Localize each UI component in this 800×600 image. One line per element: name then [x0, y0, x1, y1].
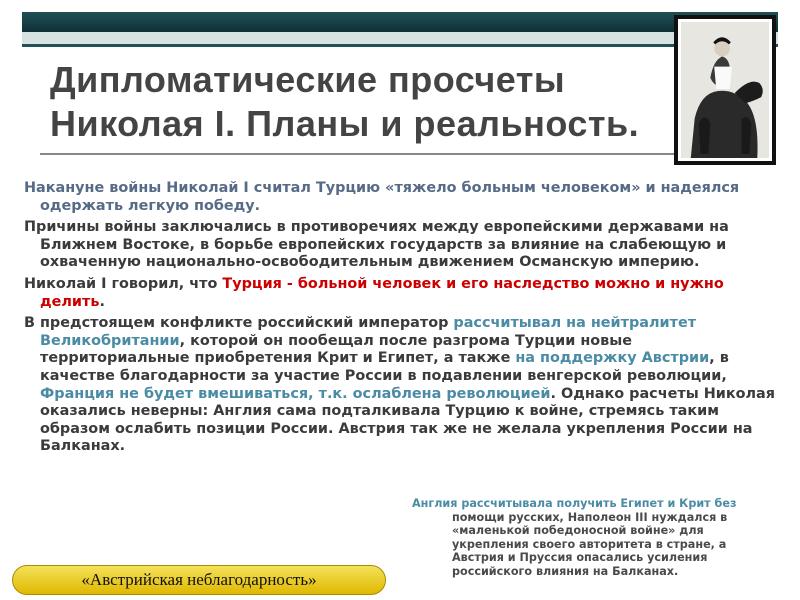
- header-bar-line: [22, 44, 778, 47]
- p4-highlight-france: Франция не будет вмешиваться, т.к. ослаблена революцией: [40, 385, 551, 402]
- header-bar: [22, 12, 778, 32]
- portrait-image: [681, 22, 769, 158]
- paragraph-2: Причины войны заключались в противоречиях между европейскими державами на Ближнем Востоке, в борьбе европейских государств за влияние на слабеющую и охваченную национально-освободительным движением Османскую империю.: [24, 219, 729, 271]
- p4-highlight-austria: на поддержку Австрии: [515, 350, 710, 367]
- note-body: помощи русских, Наполеон III нуждался в «маленькой победоносной войне» для укрепления своего авторитета в стране, а Австрия и Пруссия опасались усиления российского влияния на Балканах.: [452, 510, 728, 578]
- austrian-ingratitude-button[interactable]: «Австрийская неблагодарность»: [12, 565, 386, 595]
- title-line-1: Дипломатические просчеты: [50, 59, 566, 100]
- header-bar-light: [22, 32, 778, 44]
- equestrian-portrait-icon: [681, 22, 769, 158]
- p3-text-a: Николай I говорил, что: [24, 275, 223, 292]
- title-divider: [40, 153, 680, 155]
- main-content: [24, 180, 776, 460]
- slide-title: [50, 58, 650, 146]
- p4-text-a: В предстоящем конфликте российский император: [24, 315, 454, 332]
- note-title: Англия рассчитывала получить Египет и Крит без: [412, 497, 737, 510]
- p4-text-c: , в качестве благодарности за участие России в подавлении венгерской революции,: [40, 350, 729, 384]
- p4-text-d: . Однако расчеты Николая оказались неверны: Англия сама подталкивала Турцию к войне, стремясь таким образом ослабить позиции России. Австрия так же не желала укрепления России на Балканах.: [40, 385, 775, 455]
- p4-highlight-britain: рассчитывал на нейтралитет Великобритании: [40, 315, 697, 349]
- paragraph-4: [24, 315, 776, 456]
- side-note: [412, 497, 772, 579]
- portrait-frame: [674, 15, 776, 165]
- p3-highlight-red: Турция - больной человек и его наследство можно и нужно делить: [40, 275, 724, 310]
- paragraph-3: [24, 276, 776, 311]
- title-line-2: Николая I. Планы и реальность.: [50, 103, 640, 144]
- p3-text-b: .: [99, 293, 105, 310]
- paragraph-1: Накануне войны Николай I считал Турцию «тяжело больным человеком» и надеялся одержать легкую победу.: [24, 180, 740, 214]
- p4-text-b: , которой он пообещал после разгрома Турции новые территориальные приобретения Крит и Египет, а также: [40, 332, 633, 367]
